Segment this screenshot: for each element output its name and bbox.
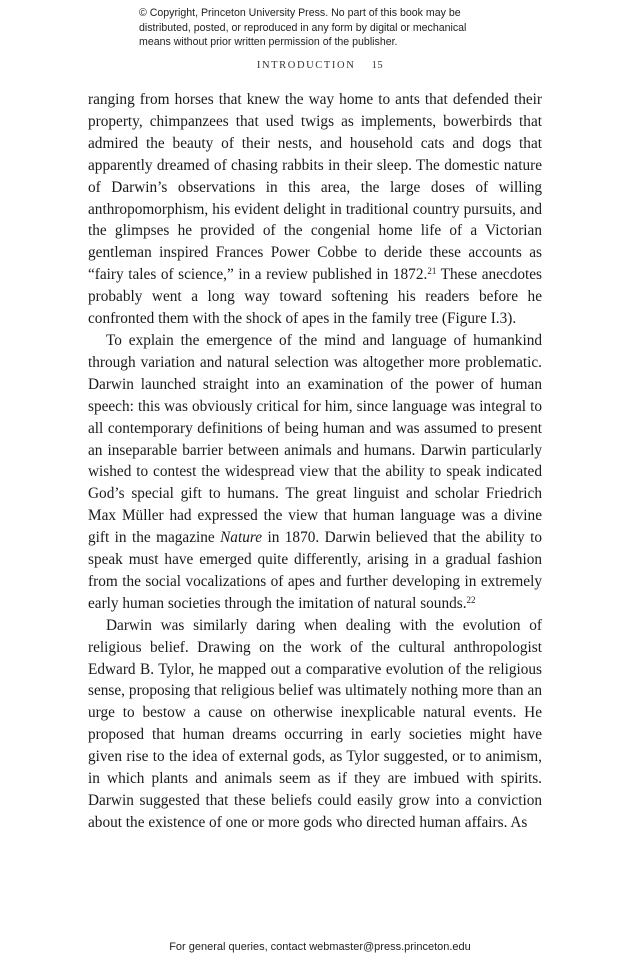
- copyright-line: © Copyright, Princeton University Press. No part of this book may be: [139, 7, 461, 19]
- paragraph: [88, 89, 542, 330]
- magazine-title: Nature: [220, 529, 263, 547]
- paragraph-text: These anecdotes probably went a long way toward softening his readers before he confronted them with the shock of apes in the family tree (Figure I.3).: [88, 266, 543, 328]
- copyright-notice: [139, 6, 519, 50]
- footnote-reference[interactable]: 22: [466, 594, 476, 605]
- paragraph-text: To explain the emergence of the mind and language of humankind through variation and natural selection was altogether more problematic. Darwin launched straight into an examination of the power of human speech: this was obviously critical for him, since language was integral to all contemporary definitions of being human and was assumed to present an inseparable barrier between animals and humans. Darwin particularly wished to contest the widespread view that the ability to speak indicated God’s special gift to humans. The great linguist and scholar Friedrich Max Müller had expressed the view that human language was a divine gift in the magazine: [88, 331, 542, 547]
- body-text: [88, 89, 542, 834]
- page-number: 15: [371, 60, 384, 71]
- paragraph-text: in 1870. Darwin believed that the ability to speak must have emerged quite differently, arising in a gradual fashion from the social vocalizations of apes and further developing in extremely early human societies through the imitation of natural sounds.: [88, 529, 542, 612]
- paragraph: [88, 330, 542, 615]
- paragraph-text: ranging from horses that knew the way home to ants that defended their property, chimpanzees that used twigs as implements, bowerbirds that admired the beauty of their nests, and household cats and dogs that apparently dreamed of chasing rabbits in their sleep. The domestic nature of Darwin’s observations in this area, the large doses of willing anthropomorphism, his evident delight in traditional country pursuits, and the glimpses he provided of the congenial home life of a Victorian gentleman inspired Frances Power Cobbe to deride these accounts as “fairy tales of science,” in a review published in 1872.: [88, 91, 542, 284]
- copyright-line: means without prior written permission of the publisher.: [139, 36, 398, 48]
- running-head: [0, 60, 640, 71]
- copyright-line: distributed, posted, or reproduced in any form by digital or mechanical: [139, 21, 467, 34]
- footer-contact: For general queries, contact webmaster@press.princeton.edu: [169, 941, 471, 953]
- running-head-title: INTRODUCTION: [256, 60, 356, 71]
- paragraph-text: Darwin was similarly daring when dealing with the evolution of religious belief. Drawing on the work of the cultural anthropologist Edward B. Tylor, he mapped out a comparative evolution of the religious sense, proposing that religious belief was ultimately nothing more than an urge to bestow a cause on otherwise inexplicable natural events. He proposed that human dreams occurring in early societies might have given rise to the idea of external gods, as Tylor suggested, or to animism, in which plants and animals seem as if they are imbued with spirits. Darwin suggested that these beliefs could easily grow into a conviction about the existence of one or more gods who directed human affairs. As: [88, 616, 542, 831]
- paragraph: [88, 615, 542, 834]
- footnote-reference[interactable]: 21: [427, 266, 437, 277]
